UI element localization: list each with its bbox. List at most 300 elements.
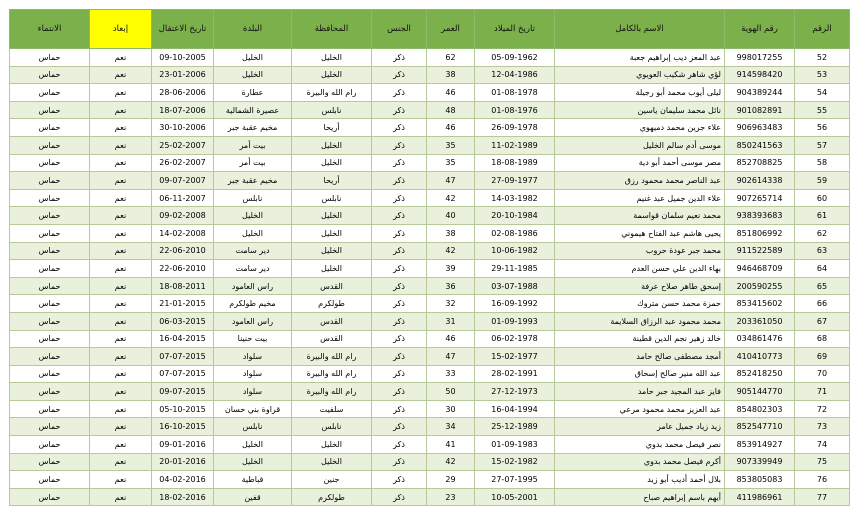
cell-num[interactable]: 61 [795,207,850,225]
cell-gender[interactable]: ذكر [372,400,427,418]
table-row [10,101,850,119]
cell-dob[interactable]: 01-09-1983 [475,436,555,454]
cell-num[interactable]: 65 [795,277,850,295]
cell-num[interactable]: 63 [795,242,850,260]
cell-num[interactable]: 74 [795,436,850,454]
cell-age[interactable]: 50 [427,383,475,401]
cell-gender[interactable]: ذكر [372,154,427,172]
cell-town[interactable]: سلواد [214,365,292,383]
cell-governorate[interactable]: الخليل [292,260,372,278]
cell-id[interactable]: 905144770 [725,383,795,401]
cell-name[interactable]: يحيى هاشم عبد الفتاح هيموني [555,224,725,242]
cell-affiliation[interactable]: حماس [10,365,90,383]
cell-id[interactable]: 946468709 [725,260,795,278]
cell-town[interactable]: مخيم عقبة جبر [214,119,292,137]
header-id[interactable]: رقم الهوية [725,10,795,49]
cell-age[interactable]: 33 [427,365,475,383]
cell-deport[interactable]: نعم [90,400,152,418]
cell-id[interactable]: 200590255 [725,277,795,295]
cell-arrest-date[interactable]: 26-02-2007 [152,154,214,172]
cell-dob[interactable]: 29-11-1985 [475,260,555,278]
header-num[interactable]: الرقم [795,10,850,49]
cell-name[interactable]: إسحق طاهر صلاح عرفة [555,277,725,295]
cell-age[interactable]: 47 [427,172,475,190]
cell-deport[interactable]: نعم [90,365,152,383]
cell-name[interactable]: محمد نعيم سلمان قواسمة [555,207,725,225]
cell-governorate[interactable]: نابلس [292,418,372,436]
cell-town[interactable]: الخليل [214,224,292,242]
cell-name[interactable]: لؤي شاهر شكيب العويوي [555,66,725,84]
header-dob[interactable]: تاريخ الميلاد [475,10,555,49]
cell-dob[interactable]: 16-04-1994 [475,400,555,418]
cell-governorate[interactable]: رام الله والبيرة [292,348,372,366]
cell-arrest-date[interactable]: 09-01-2016 [152,436,214,454]
cell-town[interactable]: عطارة [214,84,292,102]
cell-deport[interactable]: نعم [90,260,152,278]
cell-name[interactable]: علاء الدين جميل عبد غنيم [555,189,725,207]
cell-id[interactable]: 852547710 [725,418,795,436]
cell-affiliation[interactable]: حماس [10,436,90,454]
cell-dob[interactable]: 10-05-2001 [475,488,555,506]
cell-num[interactable]: 67 [795,312,850,330]
header-town[interactable]: البلدة [214,10,292,49]
cell-gender[interactable]: ذكر [372,383,427,401]
cell-dob[interactable]: 02-08-1986 [475,224,555,242]
cell-arrest-date[interactable]: 07-07-2015 [152,348,214,366]
cell-gender[interactable]: ذكر [372,488,427,506]
cell-affiliation[interactable]: حماس [10,418,90,436]
cell-id[interactable]: 904389244 [725,84,795,102]
cell-deport[interactable]: نعم [90,383,152,401]
cell-affiliation[interactable]: حماس [10,66,90,84]
cell-num[interactable]: 75 [795,453,850,471]
cell-age[interactable]: 42 [427,453,475,471]
cell-id[interactable]: 914598420 [725,66,795,84]
cell-governorate[interactable]: رام الله والبيرة [292,383,372,401]
cell-affiliation[interactable]: حماس [10,172,90,190]
cell-num[interactable]: 60 [795,189,850,207]
cell-gender[interactable]: ذكر [372,365,427,383]
cell-name[interactable]: فايز عبد المجيد جبر حامد [555,383,725,401]
cell-dob[interactable]: 18-08-1989 [475,154,555,172]
cell-deport[interactable]: نعم [90,189,152,207]
cell-num[interactable]: 69 [795,348,850,366]
cell-dob[interactable]: 11-02-1989 [475,136,555,154]
cell-town[interactable]: دير سامت [214,260,292,278]
cell-deport[interactable]: نعم [90,277,152,295]
cell-name[interactable]: عبد العزيز محمد محمود مرعي [555,400,725,418]
cell-deport[interactable]: نعم [90,101,152,119]
cell-num[interactable]: 72 [795,400,850,418]
cell-town[interactable]: قراوة بني حسان [214,400,292,418]
cell-arrest-date[interactable]: 04-02-2016 [152,471,214,489]
cell-arrest-date[interactable]: 18-02-2016 [152,488,214,506]
cell-gender[interactable]: ذكر [372,242,427,260]
cell-gender[interactable]: ذكر [372,436,427,454]
cell-gender[interactable]: ذكر [372,84,427,102]
cell-gender[interactable]: ذكر [372,277,427,295]
cell-gender[interactable]: ذكر [372,101,427,119]
cell-num[interactable]: 77 [795,488,850,506]
cell-governorate[interactable]: الخليل [292,49,372,67]
cell-governorate[interactable]: نابلس [292,101,372,119]
cell-governorate[interactable]: الخليل [292,436,372,454]
cell-dob[interactable]: 27-09-1977 [475,172,555,190]
cell-id[interactable]: 902614338 [725,172,795,190]
cell-governorate[interactable]: جنين [292,471,372,489]
cell-governorate[interactable]: الخليل [292,207,372,225]
cell-gender[interactable]: ذكر [372,136,427,154]
cell-arrest-date[interactable]: 16-04-2015 [152,330,214,348]
cell-age[interactable]: 46 [427,84,475,102]
cell-deport[interactable]: نعم [90,295,152,313]
cell-affiliation[interactable]: حماس [10,471,90,489]
cell-name[interactable]: محمد جبر عودة حروب [555,242,725,260]
cell-age[interactable]: 41 [427,436,475,454]
cell-affiliation[interactable]: حماس [10,330,90,348]
cell-age[interactable]: 35 [427,136,475,154]
cell-arrest-date[interactable]: 22-06-2010 [152,260,214,278]
cell-id[interactable]: 853415602 [725,295,795,313]
cell-town[interactable]: مخيم طولكرم [214,295,292,313]
cell-num[interactable]: 73 [795,418,850,436]
cell-governorate[interactable]: طولكرم [292,295,372,313]
cell-dob[interactable]: 16-09-1992 [475,295,555,313]
cell-affiliation[interactable]: حماس [10,312,90,330]
cell-id[interactable]: 852418250 [725,365,795,383]
cell-town[interactable]: مخيم عقبة جبر [214,172,292,190]
cell-town[interactable]: الخليل [214,49,292,67]
cell-arrest-date[interactable]: 22-06-2010 [152,242,214,260]
cell-id[interactable]: 851806992 [725,224,795,242]
cell-town[interactable]: بيت حنينا [214,330,292,348]
cell-affiliation[interactable]: حماس [10,119,90,137]
cell-town[interactable]: الخليل [214,453,292,471]
header-name[interactable]: الاسم بالكامل [555,10,725,49]
cell-num[interactable]: 58 [795,154,850,172]
cell-town[interactable]: الخليل [214,207,292,225]
cell-governorate[interactable]: رام الله والبيرة [292,84,372,102]
header-age[interactable]: العمر [427,10,475,49]
cell-governorate[interactable]: القدس [292,312,372,330]
cell-age[interactable]: 38 [427,224,475,242]
cell-governorate[interactable]: طولكرم [292,488,372,506]
cell-id[interactable]: 854802303 [725,400,795,418]
cell-affiliation[interactable]: حماس [10,154,90,172]
header-gov[interactable]: المحافظة [292,10,372,49]
cell-gender[interactable]: ذكر [372,471,427,489]
cell-affiliation[interactable]: حماس [10,295,90,313]
cell-deport[interactable]: نعم [90,348,152,366]
cell-age[interactable]: 46 [427,330,475,348]
cell-governorate[interactable]: الخليل [292,224,372,242]
cell-age[interactable]: 42 [427,189,475,207]
cell-arrest-date[interactable]: 30-10-2006 [152,119,214,137]
cell-affiliation[interactable]: حماس [10,400,90,418]
cell-name[interactable]: بلال أحمد أديب أبو زيد [555,471,725,489]
cell-dob[interactable]: 06-02-1978 [475,330,555,348]
cell-town[interactable]: سلواد [214,348,292,366]
cell-age[interactable]: 23 [427,488,475,506]
cell-arrest-date[interactable]: 07-07-2015 [152,365,214,383]
cell-town[interactable]: الخليل [214,66,292,84]
cell-deport[interactable]: نعم [90,312,152,330]
cell-name[interactable]: حمزة محمد حسن متروك [555,295,725,313]
cell-name[interactable]: نائل محمد سليمان ياسين [555,101,725,119]
cell-deport[interactable]: نعم [90,172,152,190]
cell-id[interactable]: 034861476 [725,330,795,348]
cell-governorate[interactable]: الخليل [292,136,372,154]
cell-affiliation[interactable]: حماس [10,189,90,207]
cell-town[interactable]: بيت أمر [214,136,292,154]
cell-town[interactable]: دير سامت [214,242,292,260]
cell-num[interactable]: 55 [795,101,850,119]
header-gender[interactable]: الجنس [372,10,427,49]
cell-affiliation[interactable]: حماس [10,453,90,471]
cell-affiliation[interactable]: حماس [10,224,90,242]
cell-dob[interactable]: 10-06-1982 [475,242,555,260]
cell-num[interactable]: 59 [795,172,850,190]
cell-affiliation[interactable]: حماس [10,207,90,225]
cell-gender[interactable]: ذكر [372,189,427,207]
cell-affiliation[interactable]: حماس [10,383,90,401]
cell-arrest-date[interactable]: 05-10-2015 [152,400,214,418]
cell-gender[interactable]: ذكر [372,49,427,67]
cell-age[interactable]: 38 [427,66,475,84]
cell-num[interactable]: 52 [795,49,850,67]
cell-arrest-date[interactable]: 06-03-2015 [152,312,214,330]
cell-affiliation[interactable]: حماس [10,277,90,295]
cell-affiliation[interactable]: حماس [10,84,90,102]
cell-dob[interactable]: 03-07-1988 [475,277,555,295]
cell-gender[interactable]: ذكر [372,348,427,366]
cell-affiliation[interactable]: حماس [10,242,90,260]
cell-deport[interactable]: نعم [90,436,152,454]
cell-town[interactable]: نابلس [214,418,292,436]
cell-affiliation[interactable]: حماس [10,260,90,278]
cell-arrest-date[interactable]: 16-10-2015 [152,418,214,436]
cell-dob[interactable]: 14-03-1982 [475,189,555,207]
cell-id[interactable]: 907339949 [725,453,795,471]
cell-affiliation[interactable]: حماس [10,49,90,67]
header-affiliation[interactable]: الانتماء [10,10,90,49]
table-row [10,242,850,260]
cell-deport[interactable]: نعم [90,49,152,67]
cell-deport[interactable]: نعم [90,242,152,260]
cell-governorate[interactable]: أريحا [292,172,372,190]
cell-town[interactable]: راس العامود [214,312,292,330]
cell-age[interactable]: 30 [427,400,475,418]
cell-dob[interactable]: 01-09-1993 [475,312,555,330]
cell-town[interactable]: سلواد [214,383,292,401]
cell-dob[interactable]: 15-02-1977 [475,348,555,366]
cell-deport[interactable]: نعم [90,224,152,242]
cell-gender[interactable]: ذكر [372,66,427,84]
cell-town[interactable]: عصيرة الشمالية [214,101,292,119]
cell-arrest-date[interactable]: 25-02-2007 [152,136,214,154]
cell-dob[interactable]: 27-07-1995 [475,471,555,489]
cell-num[interactable]: 66 [795,295,850,313]
cell-name[interactable]: عبد الناصر محمد محمود رزق [555,172,725,190]
cell-governorate[interactable]: الخليل [292,453,372,471]
cell-affiliation[interactable]: حماس [10,348,90,366]
cell-gender[interactable]: ذكر [372,224,427,242]
table-row [10,49,850,67]
cell-age[interactable]: 34 [427,418,475,436]
cell-age[interactable]: 32 [427,295,475,313]
cell-id[interactable]: 998017255 [725,49,795,67]
cell-town[interactable]: قفين [214,488,292,506]
cell-deport[interactable]: نعم [90,471,152,489]
cell-dob[interactable]: 25-12-1989 [475,418,555,436]
cell-affiliation[interactable]: حماس [10,101,90,119]
cell-num[interactable]: 71 [795,383,850,401]
cell-deport[interactable]: نعم [90,66,152,84]
cell-governorate[interactable]: القدس [292,277,372,295]
cell-arrest-date[interactable]: 21-01-2015 [152,295,214,313]
cell-num[interactable]: 64 [795,260,850,278]
cell-governorate[interactable]: نابلس [292,189,372,207]
cell-town[interactable]: بيت أمر [214,154,292,172]
cell-name[interactable]: أكرم فيصل محمد بدوي [555,453,725,471]
cell-name[interactable]: علاء جرين محمد دميهوي [555,119,725,137]
cell-gender[interactable]: ذكر [372,330,427,348]
cell-dob[interactable]: 01-08-1976 [475,101,555,119]
cell-dob[interactable]: 01-08-1978 [475,84,555,102]
cell-deport[interactable]: نعم [90,136,152,154]
cell-id[interactable]: 850241563 [725,136,795,154]
cell-deport[interactable]: نعم [90,207,152,225]
cell-arrest-date[interactable]: 14-02-2008 [152,224,214,242]
cell-gender[interactable]: ذكر [372,312,427,330]
cell-num[interactable]: 76 [795,471,850,489]
cell-arrest-date[interactable]: 09-02-2008 [152,207,214,225]
cell-dob[interactable]: 20-10-1984 [475,207,555,225]
cell-dob[interactable]: 12-04-1986 [475,66,555,84]
cell-age[interactable]: 46 [427,119,475,137]
cell-name[interactable]: عبد الله منير صالح إسحاق [555,365,725,383]
cell-deport[interactable]: نعم [90,84,152,102]
cell-gender[interactable]: ذكر [372,119,427,137]
cell-gender[interactable]: ذكر [372,172,427,190]
cell-governorate[interactable]: الخليل [292,154,372,172]
cell-num[interactable]: 57 [795,136,850,154]
cell-arrest-date[interactable]: 18-08-2011 [152,277,214,295]
cell-num[interactable]: 68 [795,330,850,348]
cell-id[interactable]: 901082891 [725,101,795,119]
cell-deport[interactable]: نعم [90,488,152,506]
cell-dob[interactable]: 05-09-1962 [475,49,555,67]
cell-id[interactable]: 906963483 [725,119,795,137]
cell-governorate[interactable]: أريحا [292,119,372,137]
cell-deport[interactable]: نعم [90,154,152,172]
cell-num[interactable]: 62 [795,224,850,242]
cell-deport[interactable]: نعم [90,119,152,137]
cell-town[interactable]: راس العامود [214,277,292,295]
cell-id[interactable]: 411986961 [725,488,795,506]
cell-age[interactable]: 40 [427,207,475,225]
cell-num[interactable]: 53 [795,66,850,84]
cell-age[interactable]: 62 [427,49,475,67]
cell-deport[interactable]: نعم [90,330,152,348]
cell-governorate[interactable]: سلفيت [292,400,372,418]
cell-arrest-date[interactable]: 09-10-2005 [152,49,214,67]
cell-num[interactable]: 70 [795,365,850,383]
cell-governorate[interactable]: رام الله والبيرة [292,365,372,383]
cell-dob[interactable]: 27-12-1973 [475,383,555,401]
cell-name[interactable]: نصر فيصل محمد بدوي [555,436,725,454]
cell-affiliation[interactable]: حماس [10,136,90,154]
cell-id[interactable]: 907265714 [725,189,795,207]
cell-name[interactable]: محمد محمود عبد الرزاق السلايمة [555,312,725,330]
cell-id[interactable]: 410410773 [725,348,795,366]
cell-name[interactable]: بهاء الدين علي حسن العدم [555,260,725,278]
cell-arrest-date[interactable]: 23-01-2006 [152,66,214,84]
cell-town[interactable]: الخليل [214,436,292,454]
cell-gender[interactable]: ذكر [372,418,427,436]
cell-age[interactable]: 31 [427,312,475,330]
header-arrest[interactable]: تاريخ الاعتقال [152,10,214,49]
cell-dob[interactable]: 15-02-1982 [475,453,555,471]
cell-arrest-date[interactable]: 28-06-2006 [152,84,214,102]
cell-arrest-date[interactable]: 09-07-2015 [152,383,214,401]
cell-age[interactable]: 48 [427,101,475,119]
cell-deport[interactable]: نعم [90,453,152,471]
cell-dob[interactable]: 26-09-1978 [475,119,555,137]
cell-id[interactable]: 853914927 [725,436,795,454]
cell-age[interactable]: 29 [427,471,475,489]
cell-governorate[interactable]: القدس [292,330,372,348]
cell-governorate[interactable]: الخليل [292,242,372,260]
cell-gender[interactable]: ذكر [372,260,427,278]
cell-dob[interactable]: 28-02-1991 [475,365,555,383]
cell-name[interactable]: عبد المعز ديب إبراهيم جعبة [555,49,725,67]
cell-name[interactable]: موسى أدم سالم الخليل [555,136,725,154]
cell-id[interactable]: 911522589 [725,242,795,260]
cell-id[interactable]: 853805083 [725,471,795,489]
cell-deport[interactable]: نعم [90,418,152,436]
cell-gender[interactable]: ذكر [372,453,427,471]
cell-arrest-date[interactable]: 20-01-2016 [152,453,214,471]
cell-id[interactable]: 852708825 [725,154,795,172]
cell-name[interactable]: ليلى أيوب محمد أبو رجيلة [555,84,725,102]
cell-id[interactable]: 938393683 [725,207,795,225]
cell-age[interactable]: 35 [427,154,475,172]
cell-num[interactable]: 54 [795,84,850,102]
cell-name[interactable]: أمجد مصطفى صالح حامد [555,348,725,366]
cell-arrest-date[interactable]: 18-07-2006 [152,101,214,119]
cell-age[interactable]: 42 [427,242,475,260]
cell-name[interactable]: مصر موسى أحمد أبو دية [555,154,725,172]
header-deport[interactable]: إبعاد [90,10,152,49]
cell-town[interactable]: نابلس [214,189,292,207]
cell-affiliation[interactable]: حماس [10,488,90,506]
cell-arrest-date[interactable]: 06-11-2007 [152,189,214,207]
cell-gender[interactable]: ذكر [372,295,427,313]
cell-gender[interactable]: ذكر [372,207,427,225]
cell-name[interactable]: خالد زهير نجم الدين قطينة [555,330,725,348]
cell-age[interactable]: 39 [427,260,475,278]
cell-name[interactable]: زيد زياد جميل عامر [555,418,725,436]
cell-num[interactable]: 56 [795,119,850,137]
cell-town[interactable]: قباطية [214,471,292,489]
cell-age[interactable]: 47 [427,348,475,366]
cell-id[interactable]: 203361050 [725,312,795,330]
cell-arrest-date[interactable]: 09-07-2007 [152,172,214,190]
cell-governorate[interactable]: الخليل [292,66,372,84]
cell-age[interactable]: 36 [427,277,475,295]
cell-name[interactable]: أيهم باسم إبراهيم صباح [555,488,725,506]
